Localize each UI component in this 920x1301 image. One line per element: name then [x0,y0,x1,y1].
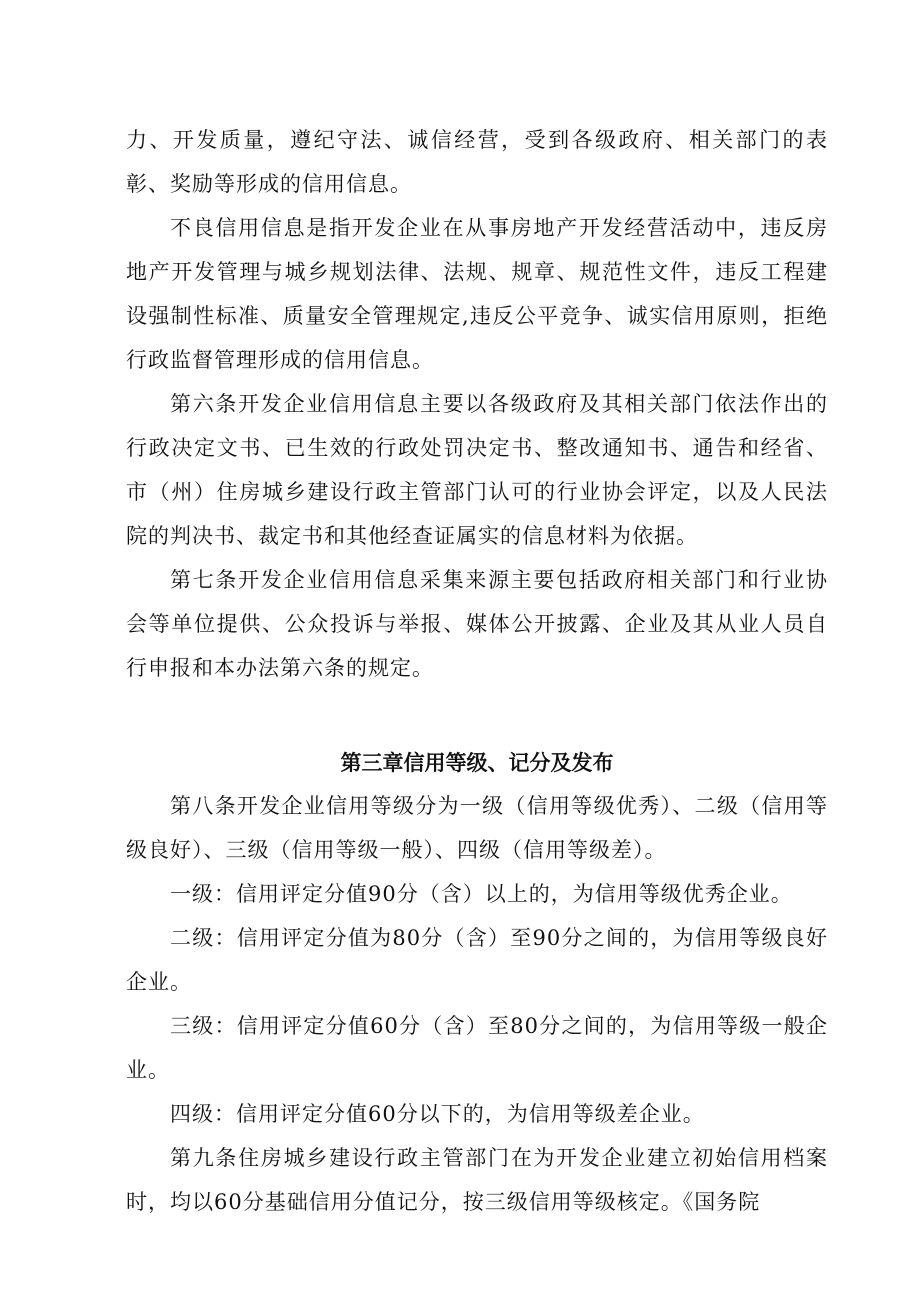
paragraph-article-7: 第七条开发企业信用信息采集来源主要包括政府相关部门和行业协会等单位提供、公众投诉与举报、媒体公开披露、企业及其从业人员自行申报和本办法第六条的规定。 [126,568,828,680]
paragraph-bad-credit-definition: 不良信用信息是指开发企业在从事房地产开发经营活动中，违反房地产开发管理与城乡规划法律、法规、规章、规范性文件，违反工程建设强制性标准、质量安全管理规定,违反公平竞争、诚实信用原则，拒绝行政监督管理形成的信用信息。 [126,216,828,372]
paragraph-article-9: 第九条住房城乡建设行政主管部门在为开发企业建立初始信用档案时，均以60分基础信用分值记分，按三级信用等级核定。《国务院 [126,1146,828,1214]
paragraph-article-8: 第八条开发企业信用等级分为一级（信用等级优秀）、二级（信用等级良好）、三级（信用等级一般）、四级（信用等级差）。 [126,794,828,862]
chapter-heading: 第三章信用等级、记分及发布 [340,751,614,775]
paragraph-level-2: 二级：信用评定分值为80分（含）至90分之间的，为信用等级良好企业。 [126,926,828,994]
paragraph-level-4: 四级：信用评定分值60分以下的，为信用等级差企业。 [170,1102,705,1126]
paragraph-continuation: 力、开发质量，遵纪守法、诚信经营，受到各级政府、相关部门的表彰、奖励等形成的信用信息。 [126,128,828,196]
paragraph-level-1: 一级：信用评定分值90分（含）以上的，为信用等级优秀企业。 [170,882,793,906]
paragraph-article-6: 第六条开发企业信用信息主要以各级政府及其相关部门依法作出的行政决定文书、已生效的行政处罚决定书、整改通知书、通告和经省、市（州）住房城乡建设行政主管部门认可的行业协会评定，以及人民法院的判决书、裁定书和其他经查证属实的信息材料为依据。 [126,392,828,548]
paragraph-level-3: 三级：信用评定分值60分（含）至80分之间的，为信用等级一般企业。 [126,1014,828,1082]
document-page [126,118,828,1224]
